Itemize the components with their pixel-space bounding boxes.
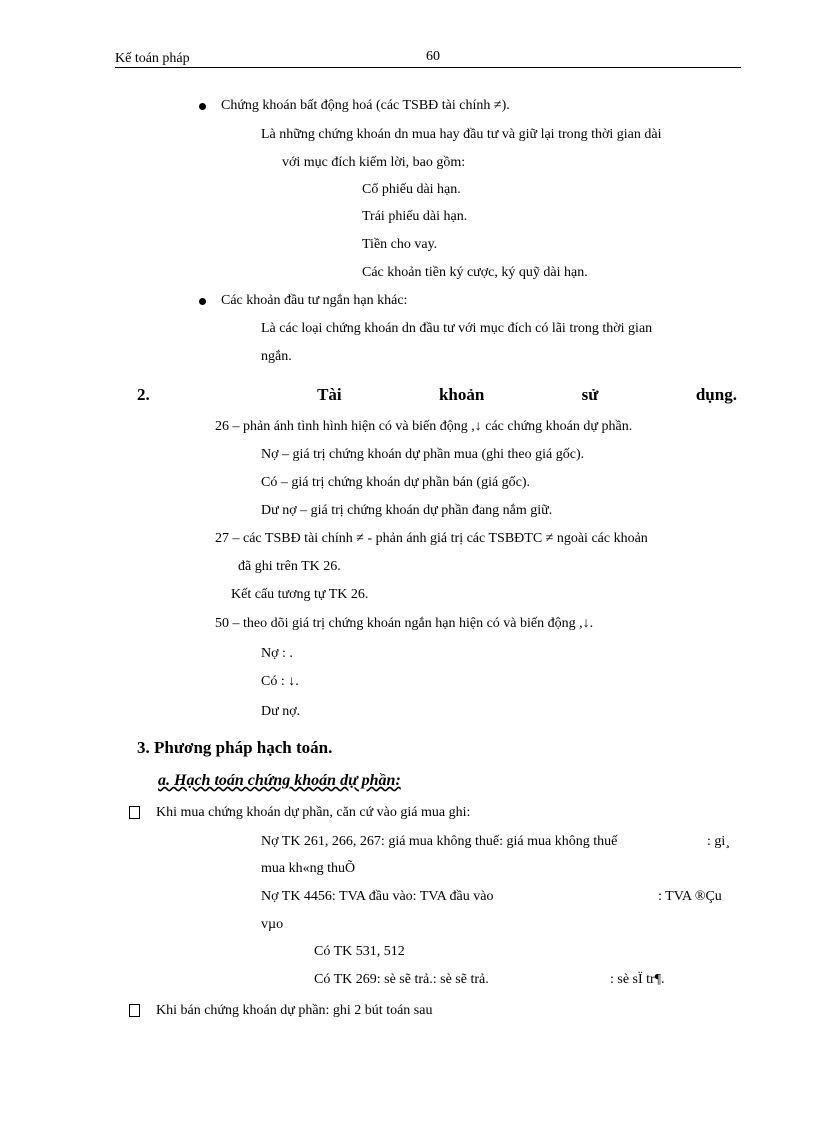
page-number: 60 bbox=[426, 49, 440, 64]
case1-debit1-c: mua kh«ng thuÕ bbox=[261, 861, 356, 876]
account-27-line2: đã ghi trên TK 26. bbox=[238, 559, 341, 574]
section2-heading bbox=[137, 385, 737, 405]
list-item: Các khoản tiền ký cược, ký quỹ dài hạn. bbox=[362, 265, 588, 280]
case1-debit1-b: : gi¸ bbox=[707, 834, 730, 849]
case1-credit1: Có TK 531, 512 bbox=[314, 944, 405, 959]
section2-word: Tài bbox=[317, 385, 342, 404]
case1-debit2-b: : TVA ®Çu bbox=[658, 889, 722, 904]
case1-debit2-a: Nợ TK 4456: TVA đầu vào: TVA đầu vào bbox=[261, 889, 494, 904]
checkbox-glyph-icon bbox=[129, 1004, 140, 1017]
bullet1-title: Chứng khoán bất động hoá (các TSBĐ tài chính ≠). bbox=[221, 98, 510, 113]
list-item: Tiền cho vay. bbox=[362, 237, 438, 252]
account-26-line: Nợ – giá trị chứng khoán dự phần mua (ghi theo giá gốc). bbox=[261, 447, 585, 462]
section2-number: 2. bbox=[137, 385, 150, 404]
list-item: Trái phiếu dài hạn. bbox=[362, 209, 468, 224]
case1-credit2-b: : sè sÏ tr¶. bbox=[610, 972, 665, 987]
bullet-icon bbox=[199, 103, 206, 110]
case1-debit2-c: vµo bbox=[261, 917, 284, 932]
bullet2-title: Các khoản đầu tư ngắn hạn khác: bbox=[221, 293, 408, 308]
bullet1-desc-line1: Là những chứng khoán dn mua hay đầu tư và giữ lại trong thời gian dài bbox=[261, 127, 662, 142]
checkbox-glyph-icon bbox=[129, 806, 140, 819]
account-50-line: Nợ : . bbox=[261, 646, 293, 661]
bullet2-desc-line2: ngắn. bbox=[261, 349, 292, 364]
header-title: Kế toán pháp bbox=[115, 51, 190, 66]
account-26: 26 – phản ánh tình hình hiện có và biến động ,↓ các chứng khoán dự phần. bbox=[215, 419, 633, 434]
case2-text: Khi bán chứng khoán dự phần: ghi 2 bút toán sau bbox=[156, 1003, 433, 1018]
account-50-line: Dư nợ. bbox=[261, 704, 301, 719]
section2-word: sử bbox=[581, 385, 599, 404]
account-50-line: Có : ↓. bbox=[261, 674, 299, 689]
account-50: 50 – theo dõi giá trị chứng khoán ngắn hạn hiện có và biến động ,↓. bbox=[215, 616, 594, 631]
section3-title: 3. Phương pháp hạch toán. bbox=[137, 738, 333, 757]
case1-debit1-a: Nợ TK 261, 266, 267: giá mua không thuế: giá mua không thuế bbox=[261, 834, 618, 849]
section2-word: khoản bbox=[438, 385, 485, 404]
account-27-line1: 27 – các TSBĐ tài chính ≠ - phản ánh giá trị các TSBĐTC ≠ ngoài các khoản bbox=[215, 531, 648, 546]
bullet1-desc-line2: với mục đích kiếm lời, bao gồm: bbox=[282, 155, 466, 170]
bullet2-desc-line1: Là các loại chứng khoán dn đầu tư với mục đích có lãi trong thời gian bbox=[261, 321, 653, 336]
case1-credit2-a: Có TK 269: sè sẽ trả.: sè sẽ trả. bbox=[314, 972, 489, 987]
account-26-line: Dư nợ – giá trị chứng khoán dự phần đang nắm giữ. bbox=[261, 503, 553, 518]
bullet-icon bbox=[199, 298, 206, 305]
list-item: Cổ phiếu dài hạn. bbox=[362, 182, 461, 197]
section3-subtitle: a. Hạch toán chứng khoán dự phần: bbox=[158, 772, 401, 789]
account-26-line: Có – giá trị chứng khoán dự phần bán (giá gốc). bbox=[261, 475, 531, 490]
section2-word: dụng. bbox=[695, 385, 737, 404]
account-27-note: Kết cấu tương tự TK 26. bbox=[231, 587, 369, 602]
header-rule bbox=[115, 67, 741, 68]
case1-text: Khi mua chứng khoán dự phần, căn cứ vào giá mua ghi: bbox=[156, 805, 471, 820]
